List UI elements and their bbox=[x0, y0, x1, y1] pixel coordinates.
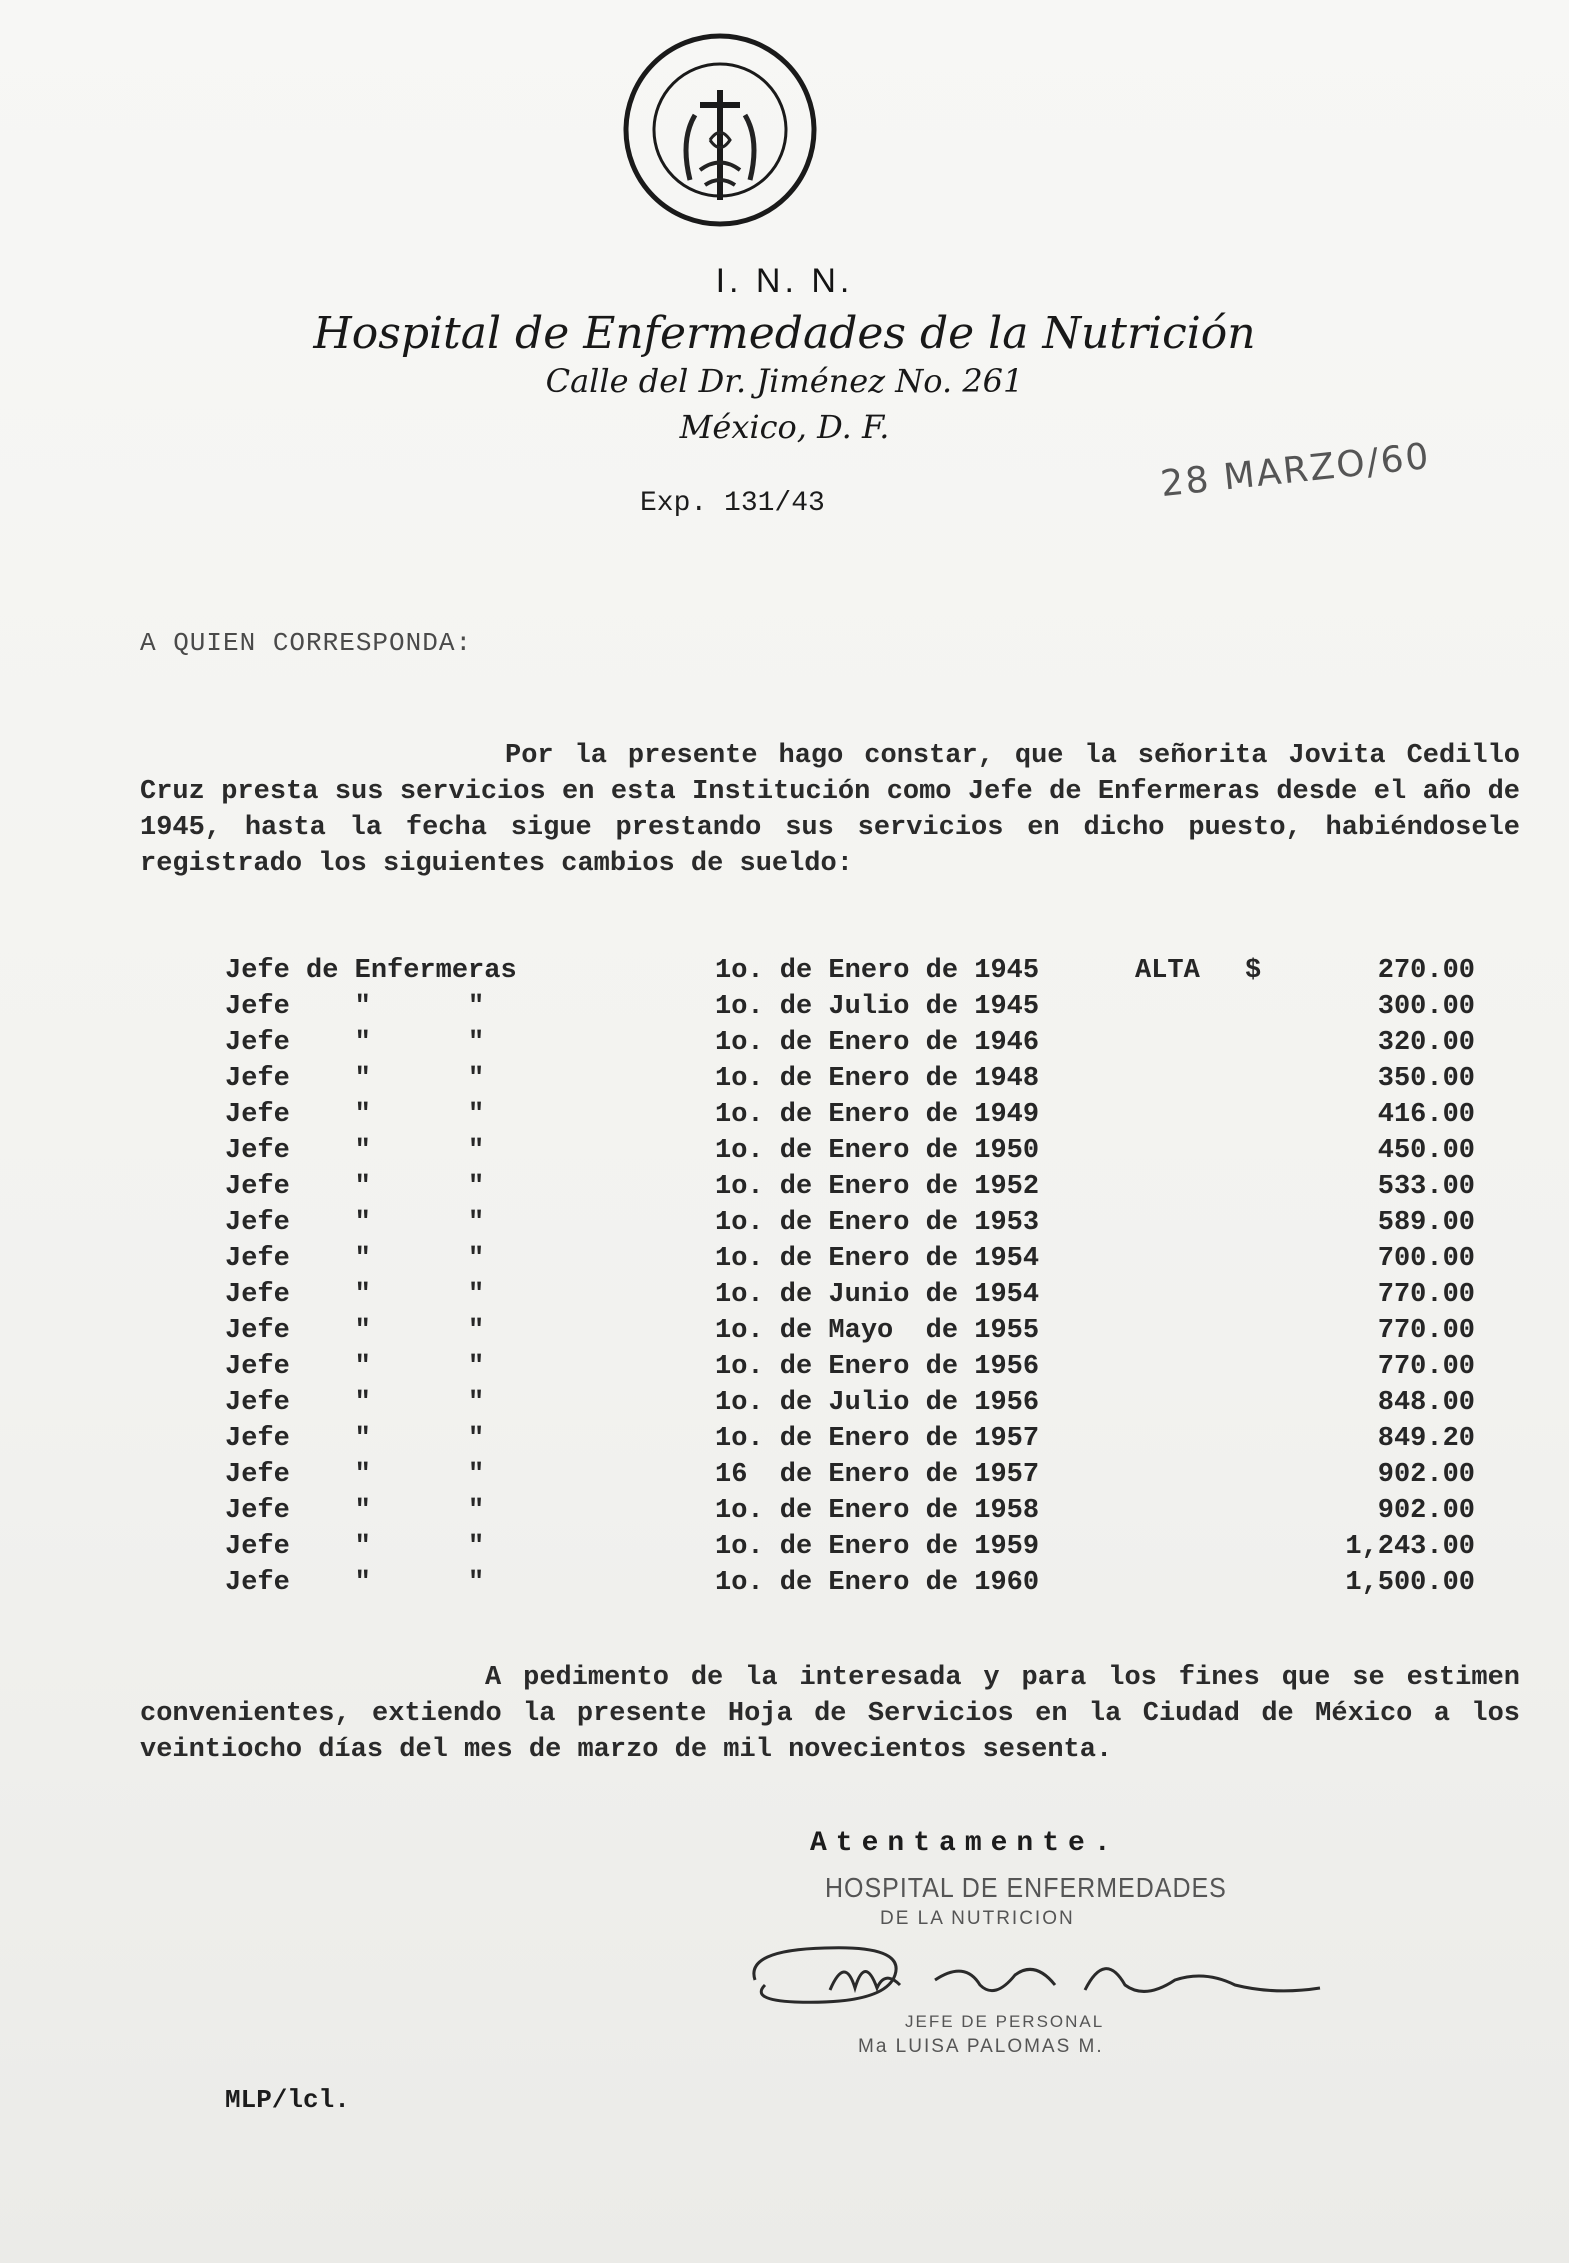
salary-position: Jefe " " bbox=[225, 1136, 485, 1166]
salary-table bbox=[225, 953, 1475, 1601]
reference-initials: MLP/lcl. bbox=[225, 2085, 350, 2115]
salary-date: 1o. de Enero de 1954 bbox=[715, 1244, 1040, 1274]
salary-currency bbox=[1245, 1385, 1305, 1421]
salary-date: 1o. de Enero de 1953 bbox=[715, 1208, 1040, 1238]
salary-currency bbox=[1245, 1205, 1305, 1241]
salary-note bbox=[1135, 1169, 1245, 1205]
salary-date: 1o. de Enero de 1952 bbox=[715, 1172, 1040, 1202]
signature bbox=[735, 1930, 1335, 2025]
salary-date: 1o. de Julio de 1956 bbox=[715, 1388, 1040, 1418]
salary-position: Jefe " " bbox=[225, 1532, 485, 1562]
closing-paragraph: A pedimento de la interesada y para los fines que se estimen convenientes, extiendo la presente Hoja de Servicios en la Ciudad de México a los veintiocho días del mes de marzo de mil novecientos sesenta. bbox=[140, 1663, 1520, 1765]
salary-currency bbox=[1245, 1061, 1305, 1097]
salary-currency bbox=[1245, 1457, 1305, 1493]
salary-currency bbox=[1245, 1241, 1305, 1277]
salary-row bbox=[225, 1349, 1475, 1385]
salary-amount: 770.00 bbox=[1377, 1280, 1475, 1310]
salary-date: 1o. de Enero de 1949 bbox=[715, 1100, 1040, 1130]
salary-row bbox=[225, 1277, 1475, 1313]
salary-position: Jefe " " bbox=[225, 1388, 485, 1418]
salary-note bbox=[1135, 1349, 1245, 1385]
salary-amount: 300.00 bbox=[1377, 992, 1475, 1022]
salary-currency bbox=[1245, 1277, 1305, 1313]
salary-amount: 770.00 bbox=[1377, 1352, 1475, 1382]
salary-currency bbox=[1245, 1133, 1305, 1169]
salary-position: Jefe " " bbox=[225, 1028, 485, 1058]
salary-note bbox=[1135, 1421, 1245, 1457]
salary-note bbox=[1135, 1025, 1245, 1061]
salary-note bbox=[1135, 1529, 1245, 1565]
salary-date: 1o. de Enero de 1950 bbox=[715, 1136, 1040, 1166]
salary-currency bbox=[1245, 1529, 1305, 1565]
salary-position: Jefe " " bbox=[225, 1496, 485, 1526]
salary-amount: 270.00 bbox=[1377, 956, 1475, 986]
salary-date: 1o. de Julio de 1945 bbox=[715, 992, 1040, 1022]
file-number: Exp. 131/43 bbox=[640, 488, 825, 519]
salary-position: Jefe " " bbox=[225, 1568, 485, 1598]
letterhead-hospital-name: Hospital de Enfermedades de la Nutrición bbox=[313, 308, 1256, 359]
salary-amount: 848.00 bbox=[1377, 1388, 1475, 1418]
salary-row bbox=[225, 1565, 1475, 1601]
salary-currency bbox=[1245, 1025, 1305, 1061]
salary-position: Jefe " " bbox=[225, 1352, 485, 1382]
salary-date: 1o. de Enero de 1946 bbox=[715, 1028, 1040, 1058]
salary-row bbox=[225, 1061, 1475, 1097]
salary-position: Jefe " " bbox=[225, 992, 485, 1022]
salary-date: 16 de Enero de 1957 bbox=[715, 1460, 1040, 1490]
salary-amount: 1,243.00 bbox=[1345, 1532, 1475, 1562]
salary-amount: 416.00 bbox=[1377, 1100, 1475, 1130]
salary-currency bbox=[1245, 1421, 1305, 1457]
salary-note bbox=[1135, 1565, 1245, 1601]
salary-note: ALTA bbox=[1135, 956, 1200, 986]
body-paragraph: Por la presente hago constar, que la señorita Jovita Cedillo Cruz presta sus servicios en esta Institución como Jefe de Enfermeras desde el año de 1945, hasta la fecha sigue prestando sus servicios en dicho puesto, habiéndosele registrado los siguientes cambios de sueldo: bbox=[140, 741, 1520, 879]
salary-date: 1o. de Enero de 1957 bbox=[715, 1424, 1040, 1454]
salary-amount: 350.00 bbox=[1377, 1064, 1475, 1094]
salary-row bbox=[225, 1169, 1475, 1205]
salary-date: 1o. de Mayo de 1955 bbox=[715, 1316, 1040, 1346]
institution-seal bbox=[620, 30, 820, 230]
salary-note bbox=[1135, 1385, 1245, 1421]
salary-currency: $ bbox=[1245, 956, 1262, 986]
salary-row bbox=[225, 1493, 1475, 1529]
salary-position: Jefe " " bbox=[225, 1424, 485, 1454]
salary-amount: 450.00 bbox=[1377, 1136, 1475, 1166]
salary-date: 1o. de Enero de 1948 bbox=[715, 1064, 1040, 1094]
salary-note bbox=[1135, 1457, 1245, 1493]
salary-row bbox=[225, 989, 1475, 1025]
salary-date: 1o. de Enero de 1959 bbox=[715, 1532, 1040, 1562]
salary-position: Jefe " " bbox=[225, 1172, 485, 1202]
salary-position: Jefe " " bbox=[225, 1100, 485, 1130]
salary-row bbox=[225, 1385, 1475, 1421]
salary-currency bbox=[1245, 1169, 1305, 1205]
salary-amount: 902.00 bbox=[1377, 1496, 1475, 1526]
salary-currency bbox=[1245, 1097, 1305, 1133]
salary-position: Jefe " " bbox=[225, 1208, 485, 1238]
salary-row bbox=[225, 1205, 1475, 1241]
salary-amount: 589.00 bbox=[1377, 1208, 1475, 1238]
salary-currency bbox=[1245, 1349, 1305, 1385]
salary-note bbox=[1135, 1277, 1245, 1313]
letterhead-city: México, D. F. bbox=[679, 408, 890, 446]
letterhead-acronym: I. N. N. bbox=[715, 262, 854, 300]
salary-note bbox=[1135, 989, 1245, 1025]
salary-row bbox=[225, 1421, 1475, 1457]
salary-row bbox=[225, 1457, 1475, 1493]
handwritten-date: 28 MARZO/60 bbox=[1158, 435, 1433, 506]
salary-position: Jefe " " bbox=[225, 1316, 485, 1346]
salary-amount: 700.00 bbox=[1377, 1244, 1475, 1274]
salary-currency bbox=[1245, 1313, 1305, 1349]
salary-row bbox=[225, 1097, 1475, 1133]
stamp-title: JEFE DE PERSONAL bbox=[905, 2012, 1105, 2031]
letterhead-address: Calle del Dr. Jiménez No. 261 bbox=[545, 362, 1024, 400]
salary-date: 1o. de Junio de 1954 bbox=[715, 1280, 1040, 1310]
salary-date: 1o. de Enero de 1956 bbox=[715, 1352, 1040, 1382]
salary-note bbox=[1135, 1205, 1245, 1241]
salary-row bbox=[225, 1133, 1475, 1169]
salary-row bbox=[225, 1313, 1475, 1349]
greeting: A QUIEN CORRESPONDA: bbox=[140, 628, 473, 658]
salary-row bbox=[225, 1241, 1475, 1277]
salary-row bbox=[225, 953, 1475, 989]
salary-note bbox=[1135, 1097, 1245, 1133]
salary-amount: 1,500.00 bbox=[1345, 1568, 1475, 1598]
salary-date: 1o. de Enero de 1958 bbox=[715, 1496, 1040, 1526]
salary-currency bbox=[1245, 1493, 1305, 1529]
salary-note bbox=[1135, 1241, 1245, 1277]
salary-note bbox=[1135, 1061, 1245, 1097]
salary-currency bbox=[1245, 989, 1305, 1025]
salary-note bbox=[1135, 1133, 1245, 1169]
salary-date: 1o. de Enero de 1945 bbox=[715, 956, 1040, 986]
salary-row bbox=[225, 1529, 1475, 1565]
salary-note bbox=[1135, 1313, 1245, 1349]
salary-position: Jefe " " bbox=[225, 1064, 485, 1094]
salary-position: Jefe " " bbox=[225, 1460, 485, 1490]
stamp-name: Ma LUISA PALOMAS M. bbox=[858, 2036, 1104, 2057]
stamp-hospital: HOSPITAL DE ENFERMEDADES bbox=[825, 1872, 1227, 1904]
salary-amount: 533.00 bbox=[1377, 1172, 1475, 1202]
salary-amount: 902.00 bbox=[1377, 1460, 1475, 1490]
salary-amount: 320.00 bbox=[1377, 1028, 1475, 1058]
salary-amount: 770.00 bbox=[1377, 1316, 1475, 1346]
salary-currency bbox=[1245, 1565, 1305, 1601]
salary-date: 1o. de Enero de 1960 bbox=[715, 1568, 1040, 1598]
salary-row bbox=[225, 1025, 1475, 1061]
salary-position: Jefe " " bbox=[225, 1280, 485, 1310]
salary-amount: 849.20 bbox=[1377, 1424, 1475, 1454]
closing-salutation: Atentamente. bbox=[810, 1828, 1120, 1859]
stamp-division: DE LA NUTRICION bbox=[880, 1908, 1075, 1929]
salary-position: Jefe " " bbox=[225, 1244, 485, 1274]
salary-note bbox=[1135, 1493, 1245, 1529]
salary-position: Jefe de Enfermeras bbox=[225, 956, 517, 986]
